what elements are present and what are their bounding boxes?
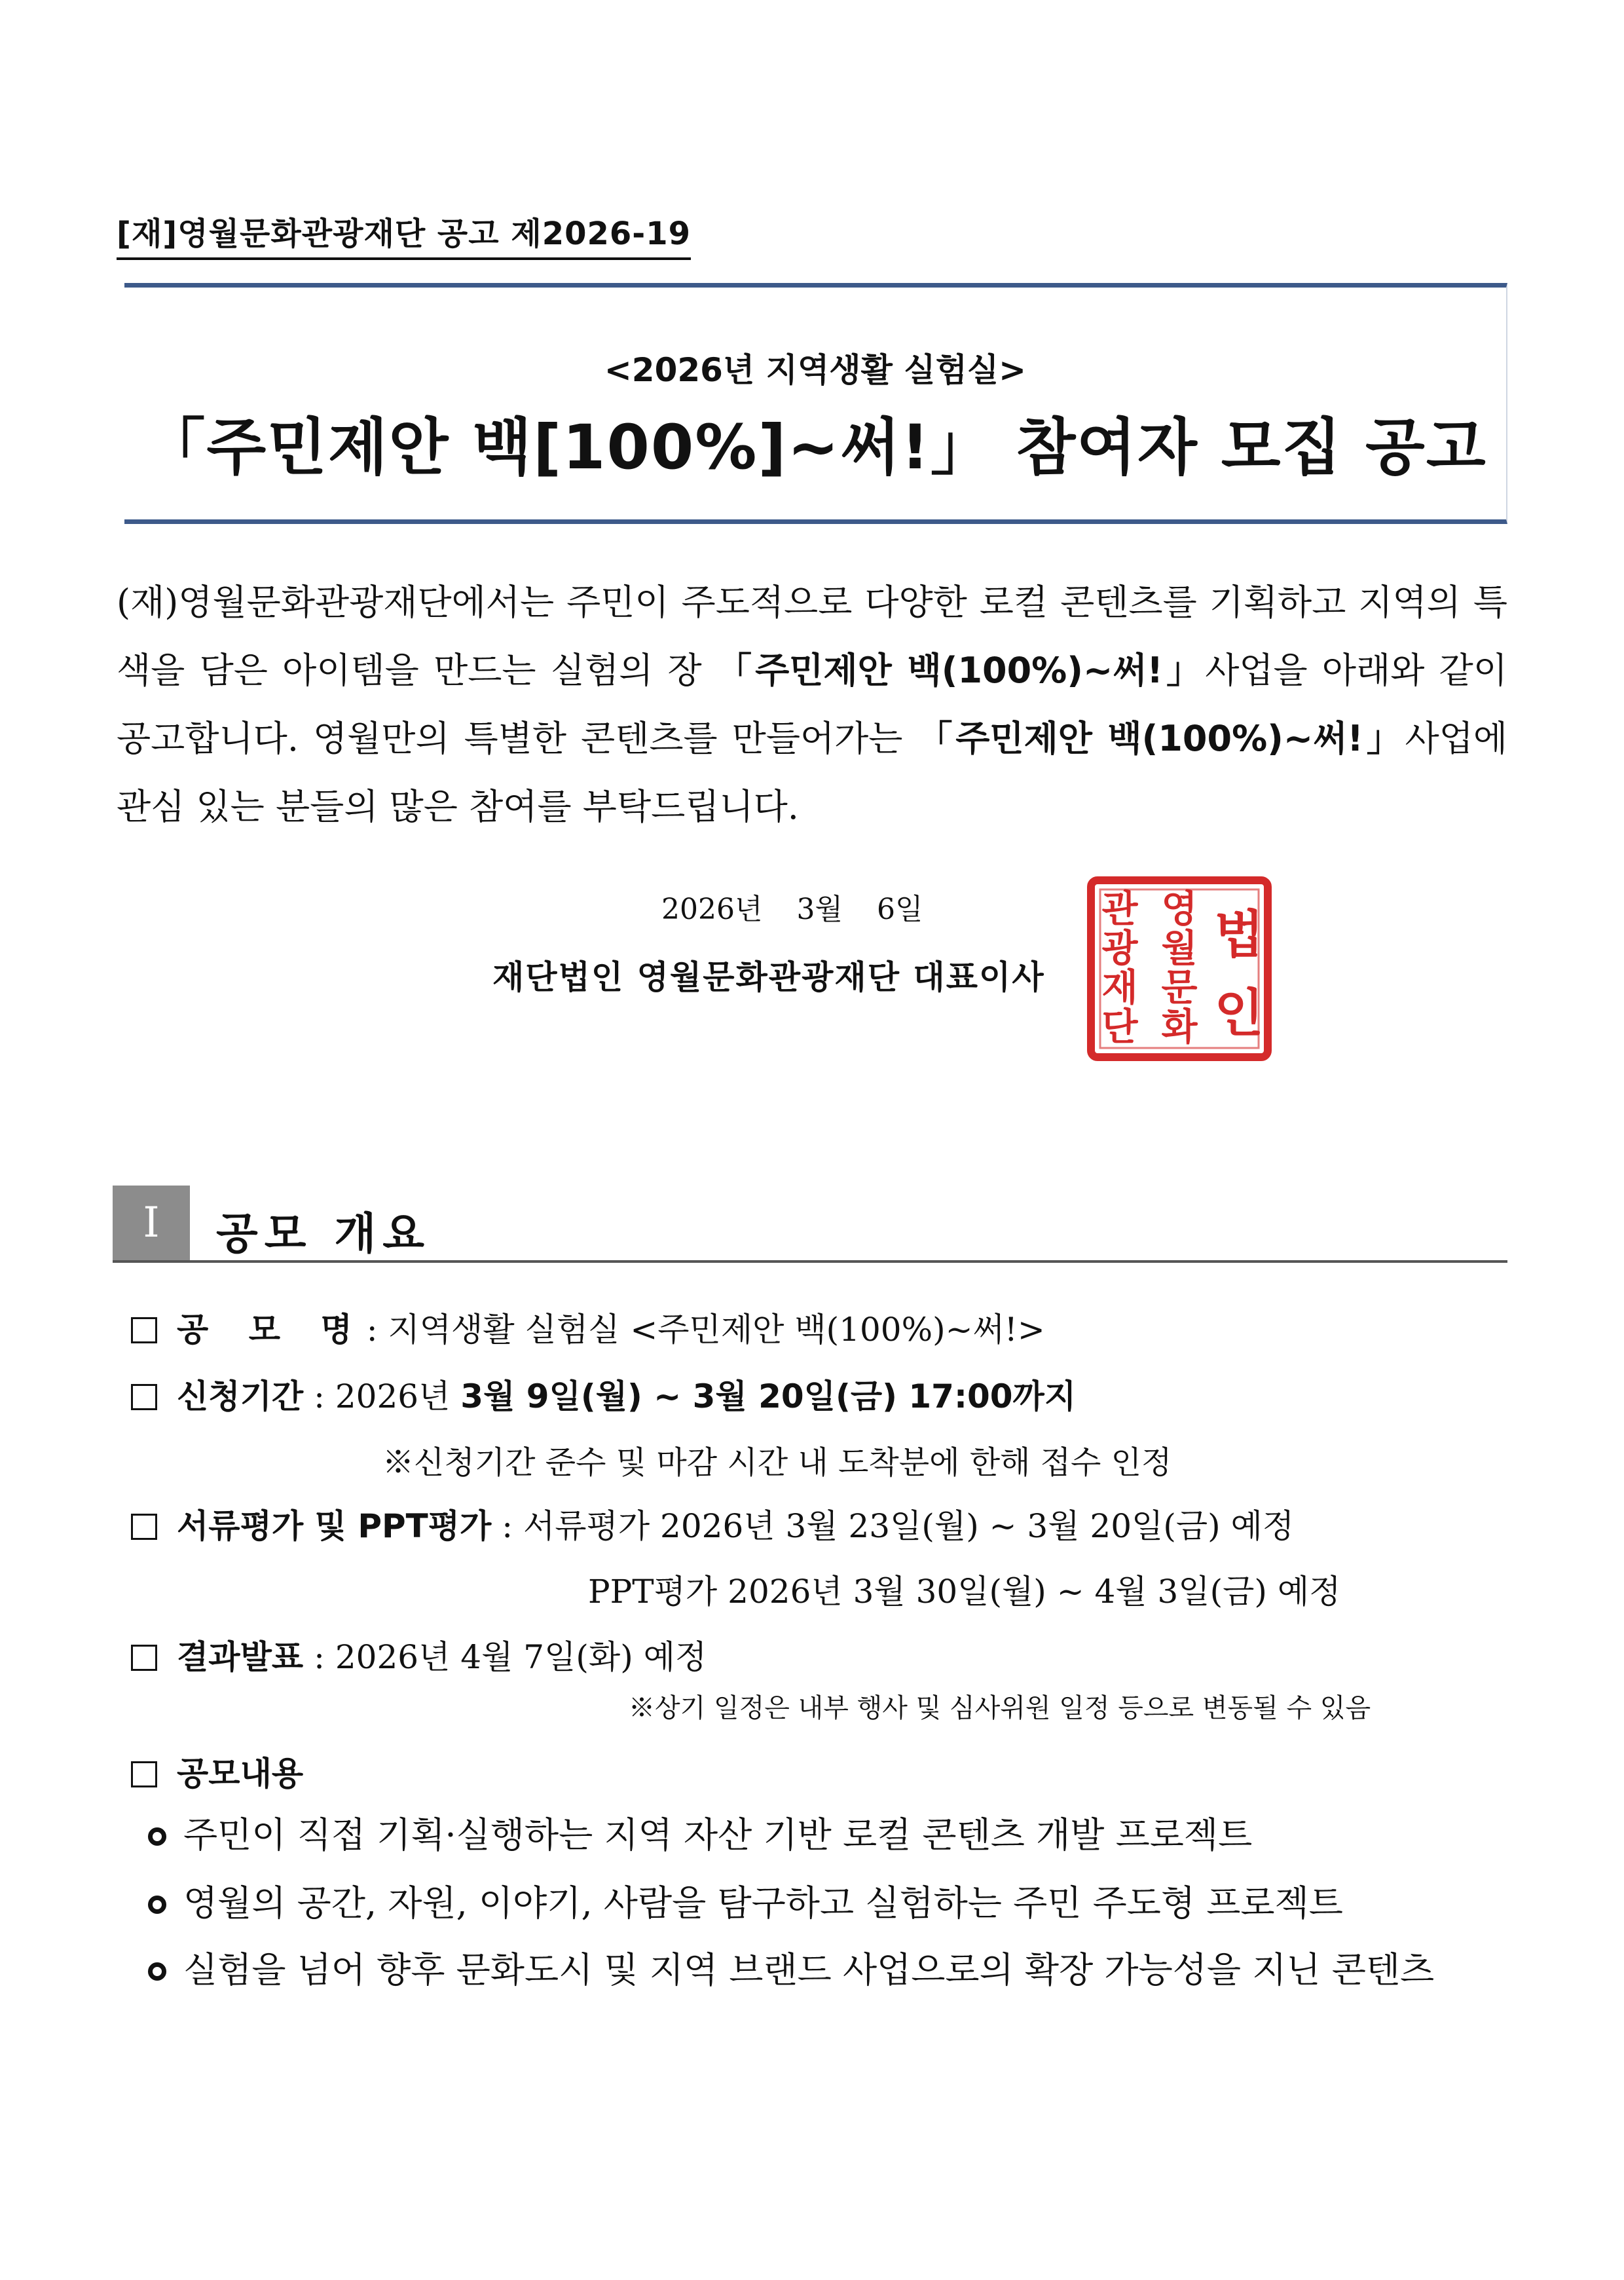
- checkbox-icon: [131, 1384, 157, 1410]
- seal-glyph: 재: [1101, 965, 1138, 1009]
- intro-text-1: (재)영월문화관광재단에서는 주민이 주도적으로 다양한 로컬 콘텐츠를 기획하고 지역의 특색을 담은 아이템을 만드는 실험의 장: [117, 582, 1507, 691]
- item-label: 결과발표: [177, 1638, 304, 1676]
- intro-text-3: 사업에 관심 있는 분들의 많은 참여를 부탁드립니다.: [117, 718, 1508, 827]
- section-header-overview: [113, 1186, 1507, 1263]
- evaluation-ppt-schedule: PPT평가 2026년 3월 30일(월) ~ 4월 3일(금) 예정: [588, 1573, 1341, 1611]
- intro-brand-1: 「주민제안 백(100%)~써!」: [716, 650, 1206, 691]
- date-month: 3월: [796, 893, 843, 926]
- seal-glyph: 인: [1214, 983, 1264, 1043]
- seal-glyph: 화: [1161, 1004, 1198, 1049]
- item-label: 신청기간: [177, 1377, 304, 1415]
- seal-glyph: 관: [1101, 886, 1138, 931]
- bullet-text: 실험을 넘어 향후 문화도시 및 지역 브랜드 사업으로의 확장 가능성을 지닌 콘텐츠: [183, 1949, 1435, 1990]
- title-subtitle: <2026년 지역생활 실험실>: [604, 351, 1027, 389]
- item-label: 서류평가 및 PPT평가: [177, 1507, 492, 1545]
- checkbox-icon: [131, 1645, 157, 1671]
- seal-glyph: 영: [1161, 886, 1198, 931]
- bullet-circle-icon: [148, 1962, 166, 1981]
- bullet-text: 주민이 직접 기획·실행하는 지역 자산 기반 로컬 콘텐츠 개발 프로젝트: [183, 1814, 1253, 1856]
- checkbox-icon: [131, 1761, 157, 1787]
- item-application-period: [131, 1370, 1076, 1417]
- seal-glyph: 월: [1161, 925, 1198, 970]
- issuer-name: 재단법인 영월문화관광재단 대표이사: [492, 958, 1045, 996]
- item-contest-name: [131, 1303, 1045, 1351]
- intro-text-2: 사업을 아래와 같이 공고합니다. 영월만의 특별한 콘텐츠를 만들어가는: [117, 650, 1508, 759]
- section-title: 공모 개요: [216, 1208, 432, 1259]
- content-bullet: [148, 1937, 1507, 2003]
- item-evaluation: [131, 1500, 1294, 1547]
- announcement-date: [661, 886, 957, 927]
- official-seal-stamp: [1087, 876, 1272, 1061]
- item-result: [131, 1631, 707, 1678]
- item-value: : 2026년 4월 7일(화) 예정: [314, 1638, 707, 1676]
- bullet-text: 영월의 공간, 자원, 이야기, 사람을 탐구하고 실험하는 주민 주도형 프로젝트: [183, 1882, 1343, 1924]
- content-bullet: [148, 1871, 1507, 1936]
- date-year: 2026년: [661, 893, 763, 926]
- intro-paragraph: [117, 569, 1507, 841]
- page-title: 「주민제안 백[100%]~써!」 참여자 모집 공고: [143, 412, 1487, 483]
- intro-brand-2: 「주민제안 백(100%)~써!」: [917, 718, 1405, 759]
- notice-number: [재]영월문화관광재단 공고 제2026-19: [117, 208, 691, 260]
- checkbox-icon: [131, 1514, 157, 1540]
- schedule-note: ※상기 일정은 내부 행사 및 심사위원 일정 등으로 변동될 수 있음: [629, 1693, 1371, 1723]
- item-value: : 지역생활 실험실 <주민제안 백(100%)~써!>: [366, 1311, 1045, 1349]
- item-value: 3월 9일(월) ~ 3월 20일(금) 17:00까지: [460, 1377, 1077, 1415]
- title-box: [124, 283, 1507, 524]
- item-contest-content: [131, 1747, 303, 1795]
- item-value-prefix: : 2026년: [314, 1377, 461, 1415]
- seal-glyph: 광: [1101, 925, 1138, 970]
- bullet-circle-icon: [148, 1827, 166, 1846]
- section-number: Ⅰ: [113, 1186, 190, 1260]
- date-day: 6일: [876, 893, 923, 926]
- item-value: : 서류평가 2026년 3월 23일(월) ~ 3월 20일(금) 예정: [502, 1507, 1295, 1545]
- seal-glyph: 단: [1101, 1004, 1138, 1049]
- item-label: 공모내용: [177, 1755, 304, 1793]
- item-label: 공 모 명: [177, 1311, 367, 1349]
- seal-glyph: 법: [1214, 905, 1264, 965]
- seal-glyph: 문: [1161, 965, 1198, 1009]
- bullet-circle-icon: [148, 1896, 166, 1914]
- checkbox-icon: [131, 1317, 157, 1343]
- content-bullet: [148, 1803, 1507, 1868]
- period-note: ※신청기간 준수 및 마감 시간 내 도착분에 한해 접수 인정: [382, 1444, 1172, 1481]
